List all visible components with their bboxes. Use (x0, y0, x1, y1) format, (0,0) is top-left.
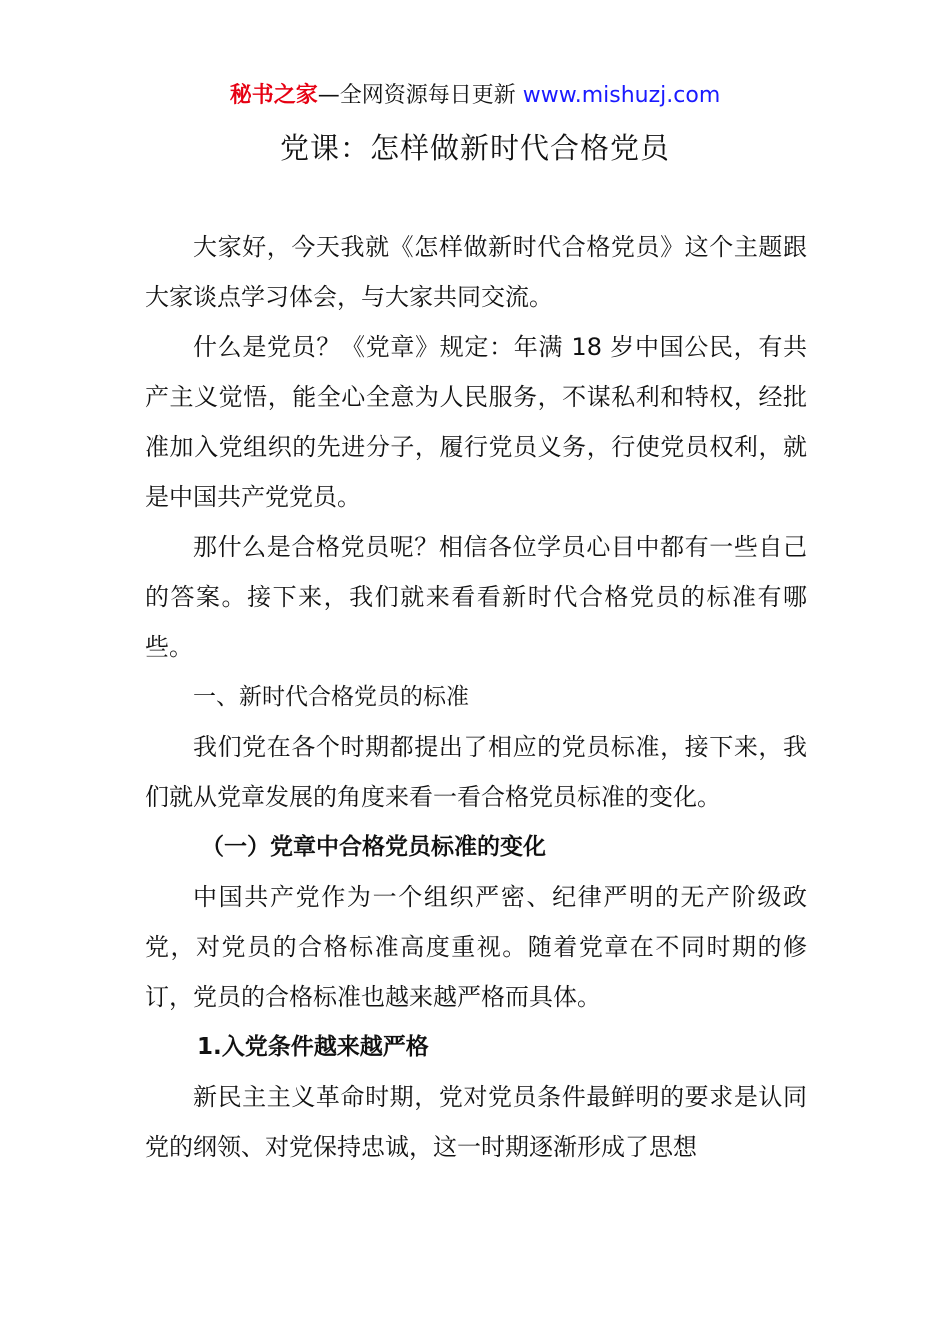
paragraph-standards: 我们党在各个时期都提出了相应的党员标准，接下来，我们就从党章发展的角度来看一看合格党员标准的变化。 (145, 733, 807, 811)
paragraph-what-is-member: 什么是党员？《党章》规定：年满 18 岁中国公民，有共产主义觉悟，能全心全意为人民服务，不谋私利和特权，经批准加入党组织的先进分子，履行党员义务，行使党员权利，就是中国共产党党员。 (145, 333, 807, 511)
numbered-heading-1: 1.入党条件越来越严格 (197, 1034, 429, 1060)
brand-name: 秘书之家 (229, 83, 318, 108)
document-body (145, 222, 807, 1172)
header-tagline: —全网资源每日更新 (317, 83, 523, 108)
site-url-link[interactable]: www.mishuzj.com (522, 83, 721, 108)
paragraph-qualified-member: 那什么是合格党员呢？相信各位学员心目中都有一些自己的答案。接下来，我们就来看看新时代合格党员的标准有哪些。 (145, 533, 807, 661)
subsection-heading-1: （一）党章中合格党员标准的变化 (201, 834, 546, 860)
paragraph-party-discipline: 中国共产党作为一个组织严密、纪律严明的无产阶级政党，对党员的合格标准高度重视。随着党章在不同时期的修订，党员的合格标准也越来越严格而具体。 (145, 883, 807, 1011)
site-header (0, 80, 950, 112)
paragraph-intro: 大家好，今天我就《怎样做新时代合格党员》这个主题跟大家谈点学习体会，与大家共同交流。 (145, 233, 807, 311)
paragraph-new-democratic: 新民主主义革命时期，党对党员条件最鲜明的要求是认同党的纲领、对党保持忠诚，这一时期逐渐形成了思想 (145, 1083, 807, 1161)
document-title: 党课：怎样做新时代合格党员 (279, 131, 670, 165)
section-heading-1: 一、新时代合格党员的标准 (193, 684, 469, 710)
